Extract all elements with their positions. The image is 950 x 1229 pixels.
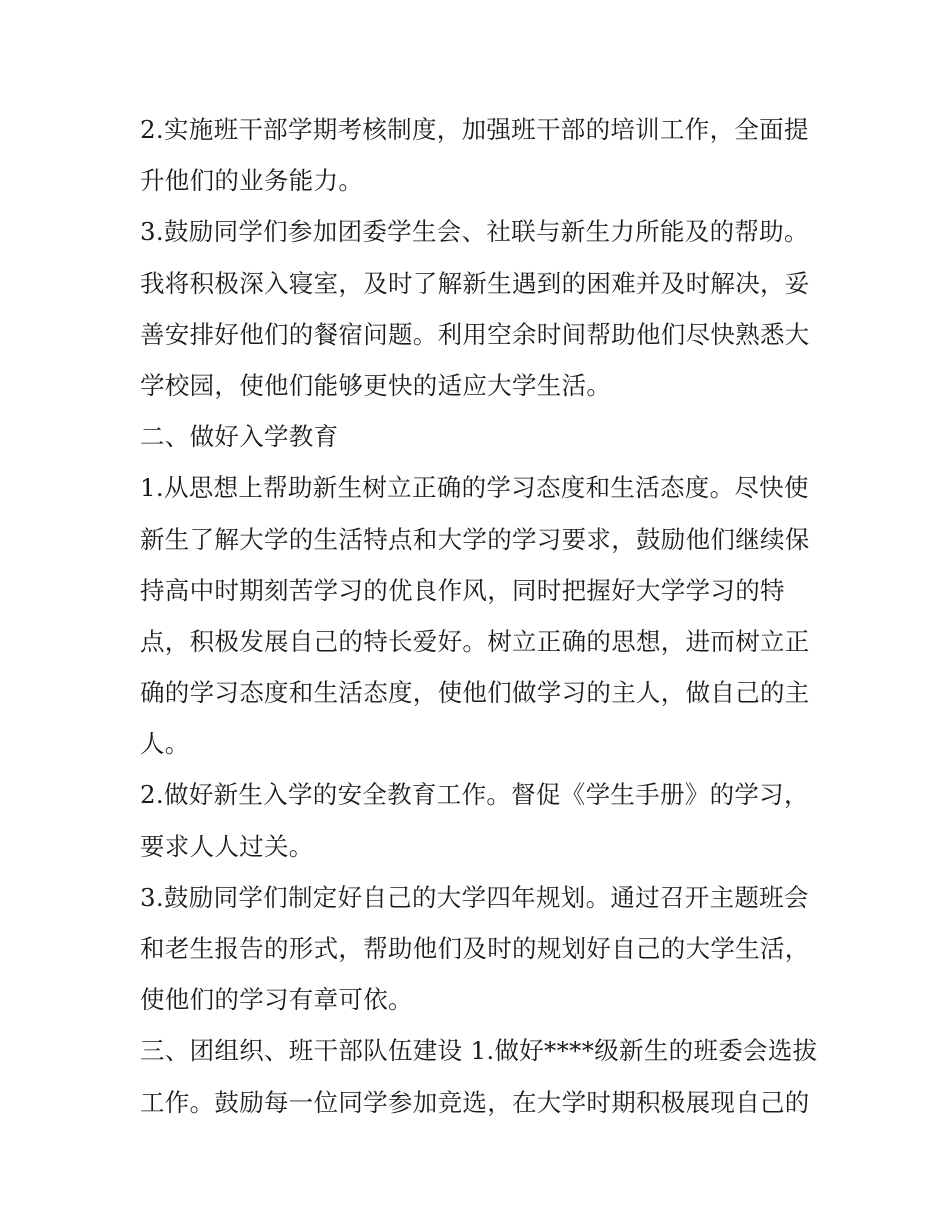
- text-line: 要求人人过关。: [140, 831, 314, 861]
- text-line: 3.鼓励同学们制定好自己的大学四年规划。通过召开主题班会: [140, 882, 809, 912]
- body-text: [140, 104, 820, 1128]
- text-line: 和老生报告的形式，帮助他们及时的规划好自己的大学生活，: [140, 934, 810, 963]
- section-heading: 二、做好入学教育: [140, 422, 339, 452]
- text-line: 点，积极发展自己的特长爱好。树立正确的思想，进而树立正: [140, 626, 810, 656]
- text-line: 确的学习态度和生活态度，使他们做学习的主人，做自己的主: [140, 678, 810, 708]
- text-line: 3.鼓励同学们参加团委学生会、社联与新生力所能及的帮助。: [140, 217, 809, 247]
- section-heading: 三、团组织、班干部队伍建设 1.做好****级新生的班委会选拔: [140, 1036, 818, 1066]
- text-line: 工作。鼓励每一位同学参加竞选，在大学时期积极展现自己的: [140, 1087, 810, 1117]
- text-line: 1.从思想上帮助新生树立正确的学习态度和生活态度。尽快使: [140, 473, 809, 503]
- text-line: 2.实施班干部学期考核制度，加强班干部的培训工作，全面提: [140, 115, 809, 144]
- text-line: 我将积极深入寝室，及时了解新生遇到的困难并及时解决，妥: [140, 268, 810, 298]
- text-line: 学校园，使他们能够更快的适应大学生活。: [140, 370, 612, 400]
- text-line: 升他们的业务能力。: [140, 166, 364, 196]
- text-line: 新生了解大学的生活特点和大学的学习要求，鼓励他们继续保: [140, 524, 810, 554]
- text-line: 善安排好他们的餐宿问题。利用空余时间帮助他们尽快熟悉大: [140, 319, 810, 349]
- text-line: 人。: [140, 729, 190, 759]
- text-line: 使他们的学习有章可依。: [140, 985, 413, 1015]
- text-line: 2.做好新生入学的安全教育工作。督促《学生手册》的学习，: [140, 780, 809, 810]
- text-line: 持高中时期刻苦学习的优良作风，同时把握好大学学习的特: [140, 575, 785, 605]
